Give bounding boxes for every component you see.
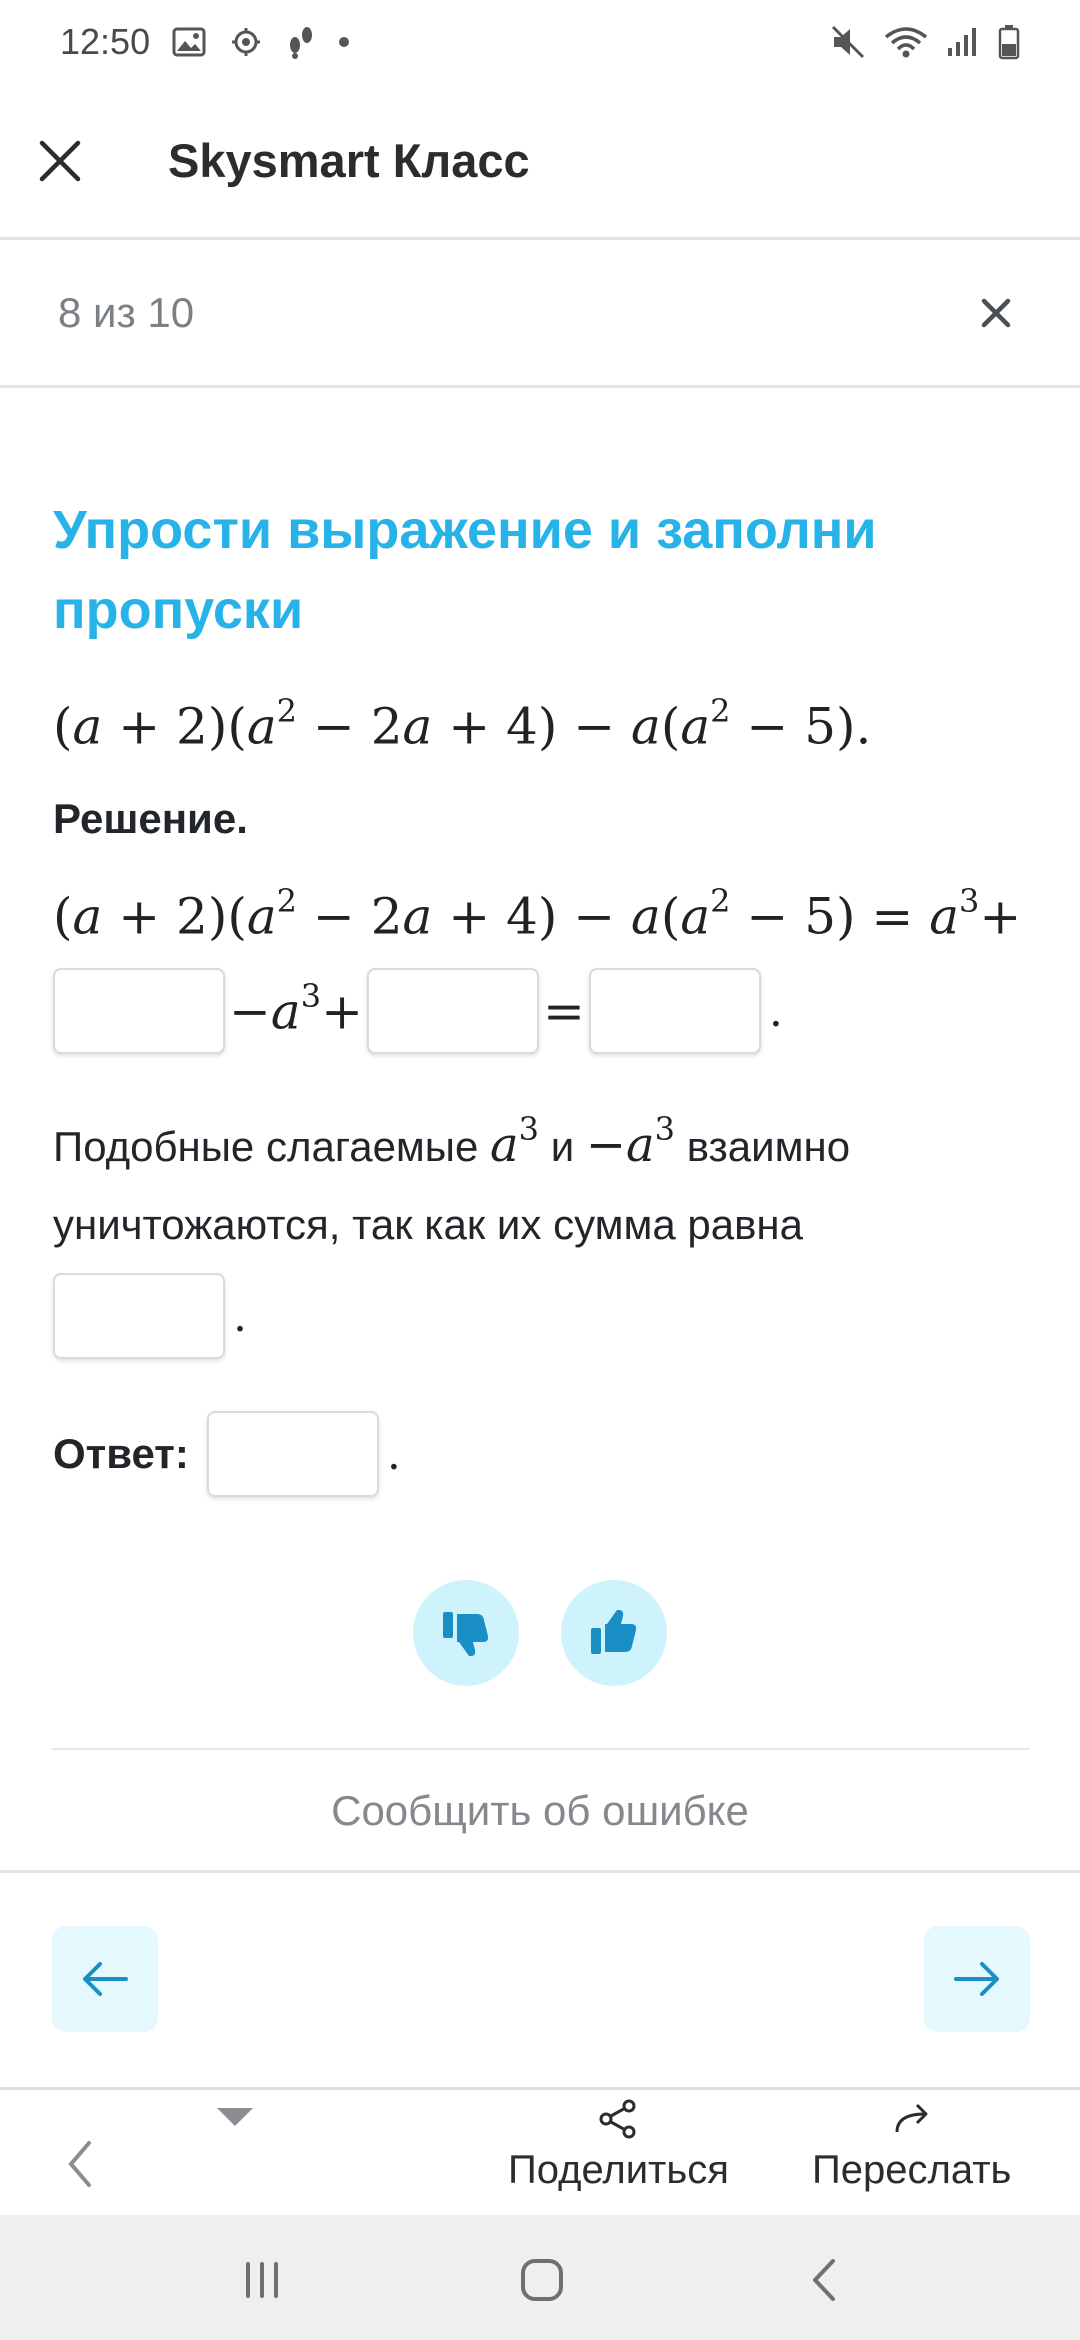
- answer-blank-final[interactable]: [207, 1411, 379, 1497]
- mute-icon: [830, 24, 866, 60]
- share-icon: [597, 2098, 639, 2140]
- thumbs-up-icon: [587, 1606, 641, 1660]
- home-icon: [519, 2257, 565, 2303]
- close-task-button[interactable]: [966, 283, 1026, 343]
- bottom-toolbar: [0, 2087, 1080, 2215]
- answer-label: Ответ:: [53, 1430, 189, 1477]
- explanation-conjunction: и: [550, 1123, 575, 1170]
- solution-line-2: $-a^3+$ = .: [53, 966, 1033, 1056]
- footsteps-notification-icon: [286, 25, 316, 59]
- dislike-button[interactable]: [413, 1580, 519, 1686]
- app-bar: [0, 84, 1080, 240]
- task-title: Упрости выражение и заполни пропуски: [53, 500, 877, 640]
- arrow-right-icon: [952, 1959, 1002, 1999]
- sum-blank-line: .: [53, 1270, 1033, 1362]
- next-task-button[interactable]: [924, 1926, 1030, 2032]
- answer-blank-3[interactable]: [589, 968, 761, 1054]
- app-title: Skysmart Класс: [168, 134, 530, 187]
- answer-row: Ответ: .: [53, 1408, 1033, 1500]
- explanation-text-2: взаимно уничтожаются, так как их сумма равна: [53, 1123, 851, 1248]
- forward-label: Переслать: [812, 2148, 1012, 2192]
- gallery-notification-icon: [172, 27, 206, 57]
- arrow-left-icon: [80, 1959, 130, 1999]
- back-icon: [809, 2257, 839, 2303]
- system-navigation-bar: [0, 2215, 1080, 2340]
- chevron-left-icon: [65, 2139, 95, 2189]
- progress-row: [0, 240, 1080, 388]
- like-button[interactable]: [561, 1580, 667, 1686]
- share-button[interactable]: [508, 2098, 729, 2193]
- solution-line-1: $(a + 2)(a^2 - 2a + 4) - a(a^2 - 5) = a^3+$: [53, 882, 1022, 946]
- more-notifications-dot-icon: [338, 36, 350, 48]
- forward-icon: [891, 2098, 933, 2140]
- rating-buttons: [0, 1580, 1080, 1686]
- system-back-button[interactable]: [784, 2240, 864, 2320]
- answer-blank-4[interactable]: [53, 1273, 225, 1359]
- recent-apps-button[interactable]: [222, 2240, 302, 2320]
- recent-apps-icon: [240, 2260, 284, 2300]
- close-icon: [980, 297, 1012, 329]
- caret-down-icon: [215, 2106, 255, 2128]
- status-time: 12:50: [60, 21, 151, 62]
- answer-blank-1[interactable]: [53, 968, 225, 1054]
- report-error-link[interactable]: Сообщить об ошибке: [331, 1787, 749, 1834]
- solution-label: Решение.: [53, 795, 248, 842]
- close-icon: [36, 137, 84, 185]
- close-app-button[interactable]: [0, 101, 120, 221]
- home-button[interactable]: [502, 2240, 582, 2320]
- share-label: Поделиться: [508, 2148, 729, 2192]
- toolbar-back-button[interactable]: [40, 2114, 120, 2214]
- explanation-text-1: Подобные слагаемые: [53, 1123, 479, 1170]
- explanation-paragraph: Подобные слагаемые $a^3$ $и -a^3$ взаимно уничтожаются, так как их сумма равна: [53, 1110, 851, 1248]
- forward-button[interactable]: [812, 2098, 1011, 2193]
- divider: [52, 1748, 1030, 1750]
- collapse-toolbar-button[interactable]: [200, 2092, 270, 2142]
- previous-task-button[interactable]: [52, 1926, 158, 2032]
- signal-icon: [946, 26, 980, 58]
- task-content: [53, 490, 1033, 1500]
- thumbs-down-icon: [439, 1606, 493, 1660]
- divider: [0, 1870, 1080, 1873]
- status-bar: [0, 0, 1080, 84]
- progress-counter: 8 из 10: [58, 288, 195, 336]
- battery-icon: [998, 24, 1020, 60]
- task-expression: $(a + 2)(a^2 - 2a + 4) - a(a^2 - 5)$.: [53, 692, 872, 756]
- wifi-icon: [884, 25, 928, 59]
- app-notification-icon: [228, 26, 264, 58]
- answer-blank-2[interactable]: [367, 968, 539, 1054]
